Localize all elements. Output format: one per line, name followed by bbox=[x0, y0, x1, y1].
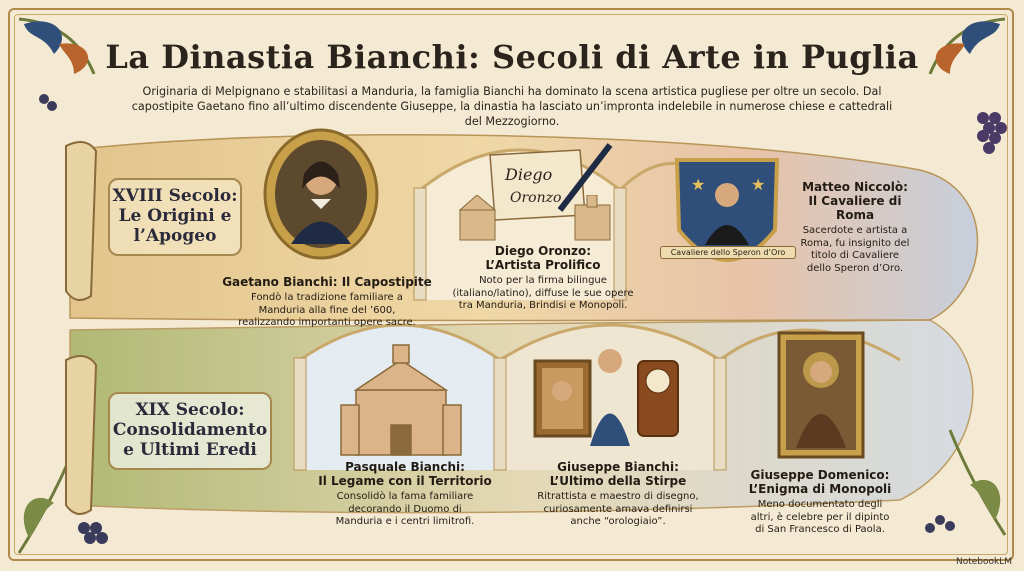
artist-pasquale bbox=[310, 460, 500, 529]
artist-gaetano-desc3: realizzando importanti opere sacre. bbox=[238, 317, 416, 328]
signature-line2: Oronzo bbox=[510, 190, 562, 206]
artist-matteo-desc3: titolo di Cavaliere bbox=[810, 250, 900, 261]
artist-matteo-desc4: dello Speron d’Oro. bbox=[806, 262, 904, 274]
svg-text:★: ★ bbox=[691, 175, 706, 194]
scroll-icon bbox=[56, 350, 116, 520]
artist-pasquale-name2: Il Legame con il Territorio bbox=[318, 474, 492, 488]
artist-domenico-name1: Giuseppe Domenico: bbox=[750, 468, 890, 482]
shield-banner: Cavaliere dello Speron d’Oro bbox=[660, 246, 796, 259]
signature-line1: Diego bbox=[505, 165, 553, 184]
artist-matteo-desc1: Sacerdote e artista a bbox=[802, 225, 908, 236]
artist-giuseppe bbox=[530, 460, 706, 529]
century-xviii-label bbox=[108, 178, 242, 256]
clock-icon bbox=[530, 336, 690, 456]
artist-pasquale-desc3: Manduria e i centri limitrofi. bbox=[335, 516, 475, 527]
artist-domenico-desc3: di San Francesco di Paola. bbox=[755, 524, 885, 535]
century-xviii-line2: Le Origini e bbox=[118, 206, 232, 226]
artist-giuseppe-desc1: Ritrattista e maestro di disegno, bbox=[537, 491, 699, 502]
artist-matteo-desc2: Roma, fu insignito del bbox=[800, 237, 910, 249]
artist-giuseppe-desc3: anche “orologiaio”. bbox=[570, 516, 666, 527]
century-xix-line3: e Ultimi Eredi bbox=[123, 440, 257, 460]
artist-diego-name2: L’Artista Prolifico bbox=[485, 258, 601, 272]
artist-diego-desc3: tra Manduria, Brindisi e Monopoli. bbox=[458, 300, 628, 311]
intro-text: Originaria di Melpignano e stabilitasi a Manduria, la famiglia Bianchi ha dominato la scena artistica pugliese per oltre un secolo. Dal capostipite Gaetano fino all’ultimo discendente Giuseppe, la dinastia ha lasciato un’impronta indelebile in numerose chiese e cattedrali del Mezzogiorno. bbox=[131, 85, 893, 128]
artist-diego-desc1: Noto per la firma bilingue bbox=[479, 275, 607, 286]
artist-matteo-name2: Il Cavaliere di Roma bbox=[808, 194, 902, 222]
artist-giuseppe-name2: L’Ultimo della Stirpe bbox=[549, 474, 687, 488]
vine-corner-icon bbox=[900, 410, 1010, 540]
artist-domenico-desc2: altri, è celebre per il dipinto bbox=[750, 511, 890, 523]
watermark: NotebookLM bbox=[955, 557, 1012, 567]
artist-diego-desc2: (italiano/latino), diffuse le sue opere bbox=[452, 287, 634, 299]
artist-domenico-desc1: Meno documentato degli bbox=[757, 499, 883, 510]
artist-diego-name1: Diego Oronzo: bbox=[494, 244, 592, 258]
artist-pasquale-desc1: Consolidò la fama familiare bbox=[336, 491, 474, 502]
svg-text:★: ★ bbox=[751, 175, 766, 194]
church-icon bbox=[336, 340, 466, 460]
artist-diego bbox=[450, 244, 636, 313]
artist-gaetano bbox=[220, 275, 434, 330]
artist-gaetano-desc1: Fondò la tradizione familiare a bbox=[251, 292, 403, 303]
artist-gaetano-desc2: Manduria alla fine del ’600, bbox=[258, 304, 396, 316]
artist-domenico bbox=[740, 468, 900, 537]
grape-icon bbox=[968, 108, 1018, 168]
century-xviii-line1: XVIII Secolo: bbox=[112, 186, 238, 206]
artist-giuseppe-name1: Giuseppe Bianchi: bbox=[557, 460, 679, 474]
saint-icon bbox=[776, 330, 866, 460]
century-xix-line2: Consolidamento bbox=[112, 420, 268, 440]
artist-matteo-name1: Matteo Niccolò: bbox=[802, 180, 908, 194]
scroll-icon bbox=[56, 136, 116, 306]
artist-giuseppe-desc2: curiosamente amava definirsi bbox=[543, 503, 693, 515]
church-icon bbox=[455, 195, 615, 245]
century-xviii-line3: l’Apogeo bbox=[133, 226, 217, 246]
century-xix-line1: XIX Secolo: bbox=[135, 400, 245, 420]
portrait-icon bbox=[256, 124, 386, 264]
artist-pasquale-desc2: decorando il Duomo di bbox=[348, 503, 462, 515]
artist-matteo bbox=[790, 180, 920, 275]
century-xix-label bbox=[108, 392, 272, 470]
page-title: La Dinastia Bianchi: Secoli di Arte in Puglia bbox=[105, 38, 919, 76]
shield-icon bbox=[667, 150, 787, 290]
artist-pasquale-name1: Pasquale Bianchi: bbox=[345, 460, 465, 474]
artist-domenico-name2: L’Enigma di Monopoli bbox=[748, 482, 892, 496]
artist-gaetano-name: Gaetano Bianchi: Il Capostipite bbox=[222, 275, 432, 289]
